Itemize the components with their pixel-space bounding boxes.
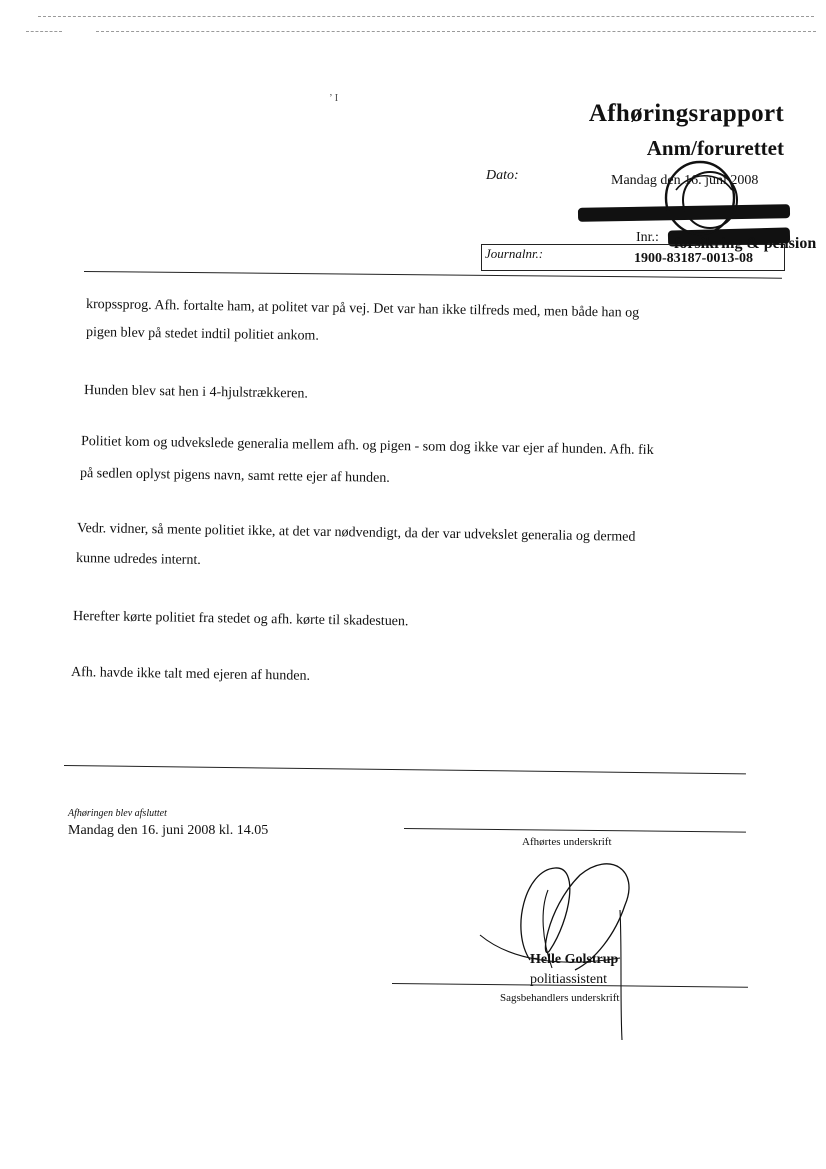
scan-edge-line — [38, 16, 814, 17]
stamp-text: forsikring & pension — [674, 235, 817, 252]
body-line: pigen blev på stedet indtil politiet ankom. — [85, 325, 320, 344]
footer-divider — [64, 765, 746, 774]
date-label: Dato: — [486, 168, 519, 183]
body-line: Vedr. vidner, så mente politiet ikke, at det var nødvendigt, da der var udvekslet generalia og dermed — [76, 521, 636, 545]
body-line: kropssprog. Afh. fortalte ham, at politet var på vej. Det var han ikke tilfreds med, men både han og — [85, 297, 640, 321]
signature-label-2: Sagsbehandlers underskrift — [500, 992, 620, 1004]
signature-line — [404, 828, 746, 833]
ended-label: Afhøringen blev afsluttet — [68, 808, 167, 819]
stray-mark: ’ I — [329, 92, 339, 104]
stamp-scribble-icon — [600, 150, 800, 280]
report-title: Afhøringsrapport — [588, 100, 784, 127]
date-value: Mandag den 16. juni 2008 — [611, 173, 759, 188]
body-line: Politiet kom og udvekslede generalia mellem afh. og pigen - som dog ikke var ejer af hunden. Afh. fik — [80, 434, 654, 458]
signature-scribble-icon — [470, 850, 670, 1050]
scan-edge-line — [96, 31, 816, 32]
officer-name: Helle Golstrup — [530, 952, 619, 967]
officer-title: politiassistent — [530, 972, 607, 987]
journal-value: 1900-83187-0013-08 — [634, 251, 753, 266]
signature-label-1: Afhørtes underskrift — [522, 836, 612, 848]
body-line: Herefter kørte politiet fra stedet og afh. kørte til skadestuen. — [72, 609, 409, 630]
ended-value: Mandag den 16. juni 2008 kl. 14.05 — [68, 823, 269, 838]
body-line: Afh. havde ikke talt med ejeren af hunden. — [70, 665, 311, 684]
body-line: Hunden blev sat hen i 4-hjulstrækkeren. — [83, 383, 309, 402]
report-subtitle: Anm/forurettet — [646, 136, 784, 160]
body-line: på sedlen oplyst pigens navn, samt rette ejer af hunden. — [79, 466, 390, 486]
body-line: kunne udredes internt. — [75, 551, 201, 568]
journal-label: Journalnr.: — [485, 246, 544, 261]
scan-edge-line — [26, 31, 62, 32]
inr-label: Inr.: — [636, 230, 659, 245]
